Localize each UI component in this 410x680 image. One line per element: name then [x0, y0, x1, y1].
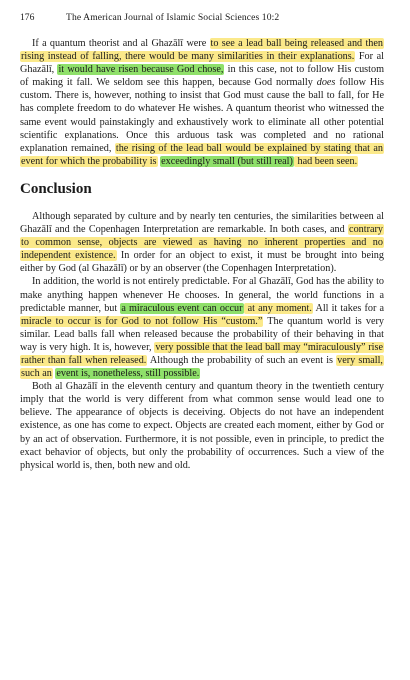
highlight-green[interactable]: it would have risen because God chose, [58, 64, 224, 76]
highlight-green[interactable]: a miraculous event can occur [121, 302, 243, 314]
text-run: In order for an object to exist, it must be brought into being either by God (al Ghazālī) or by an observer (the Copenhagen Interpretation). [20, 250, 384, 275]
highlight-yellow[interactable]: had been seen. [294, 155, 358, 167]
highlight-yellow[interactable]: very small, such an [21, 354, 383, 380]
highlight-yellow[interactable]: at any moment. [244, 302, 312, 314]
section-heading: Conclusion [20, 180, 92, 197]
paragraph-predictability [20, 275, 384, 380]
highlight-yellow[interactable]: to see a lead ball being released and then rising instead of falling, there would be many similarities in their explanations. [21, 38, 383, 63]
text-run: All it takes for a [312, 302, 384, 314]
highlight-green[interactable]: exceedingly small (but still real) [161, 155, 293, 167]
highlight-yellow[interactable]: the rising of the lead ball would be explained by stating that an event for which the probability is [21, 142, 383, 167]
text-run: follow His custom. There is, however, nothing to insist that God must cause the ball to fall, for He has complete freedom to do whatever He wishes. A quantum theorist who witnessed the same event would painstakingly and exhaustively work to eliminate all other potential scientific explanations. Once this arduous task was completed and no rational explanation remained, [20, 77, 384, 154]
paragraph-quantum-theorist [20, 37, 384, 168]
highlight-yellow[interactable]: contrary to common sense, objects are viewed as having no inherent properties and no independent existence. [21, 224, 383, 262]
text-run: The quantum world is very similar. Lead balls fall when released because the probability of their behaving in that way is very high. It is, however, [20, 315, 384, 353]
text-run: Although the probability of such an event is [147, 354, 337, 366]
text-run: If a quantum theorist and al Ghazālī were [32, 38, 210, 49]
journal-title: The American Journal of Islamic Social Sciences 10:2 [66, 12, 280, 23]
page-number: 176 [20, 12, 35, 23]
highlight-green[interactable]: event is, nonetheless, still possible. [56, 368, 200, 380]
highlight-yellow[interactable]: very possible that the lead ball may “miraculously” rise rather than fall when released. [21, 341, 383, 366]
text-run: In addition, the world is not entirely predictable. For al Ghazālī, God has the ability to make anything happen whenever He chooses. In general, the world functions in a predictable manner, but [20, 276, 384, 314]
text-run: Both al Ghazālī in the eleventh century and quantum theory in the twentieth century imply that the world is very different from what common sense would lead one to believe. The appearance of objects is deceiving. Objects do not have an independent existence, as one has come to expect. Objects are created each moment, either by God or by an act of observation. Furthermore, it is not possible, even in principle, to predict the exact behavior of objects, but only the probability of occurrences. Such a view of the physical world is, then, both new and old. [20, 381, 384, 471]
text-run: in this case, not to follow His custom of making it fall. We seldom see this happen, because God normally [20, 64, 384, 89]
paragraph-closing [20, 380, 384, 472]
paragraph-conclusion-intro [20, 210, 384, 275]
running-head [20, 12, 384, 23]
text-run: Although separated by culture and by nearly ten centuries, the similarities between al Ghazālī and the Copenhagen Interpretation are remarkable. In both cases, and [20, 210, 384, 236]
text-run: For al Ghazālī, [20, 51, 384, 76]
emphasis-text: does [316, 77, 336, 89]
highlight-yellow[interactable]: miracle to occur is for God to not follow His “custom.” [21, 315, 263, 327]
